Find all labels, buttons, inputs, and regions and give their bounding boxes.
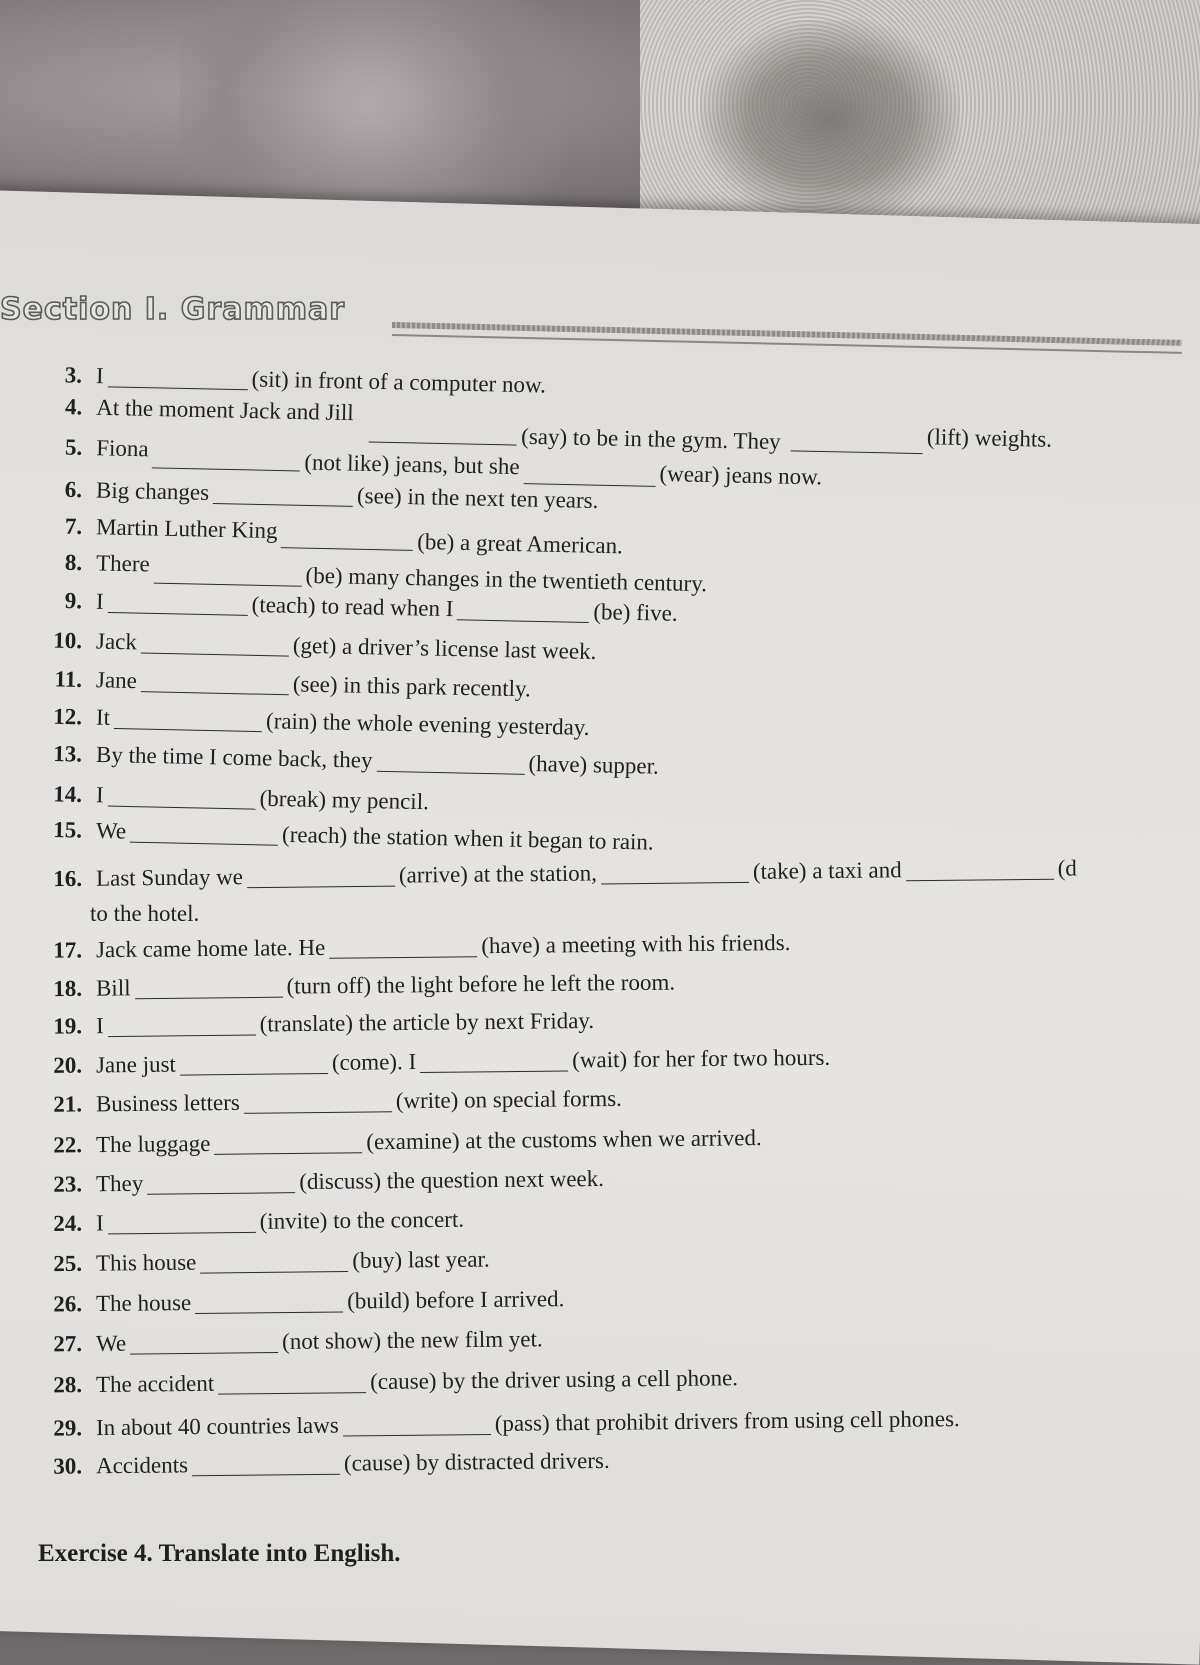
list-item	[20, 628, 597, 663]
item-number: 24.	[53, 1210, 83, 1236]
section-title: Section I. Grammar	[0, 292, 345, 327]
answer-blank[interactable]	[213, 483, 353, 507]
answer-blank[interactable]	[523, 463, 655, 487]
item-text: Business letters	[95, 1089, 240, 1117]
list-item	[20, 741, 659, 777]
item-text: (teach) to read when I	[251, 591, 454, 622]
item-text: (take) a taxi and	[752, 857, 902, 884]
item-text: I	[95, 1013, 104, 1039]
list-item	[20, 1046, 830, 1077]
item-text: Jack	[95, 628, 138, 655]
answer-blank[interactable]	[200, 1251, 348, 1274]
item-text: The luggage	[95, 1130, 211, 1158]
item-text: (see) in the next ten years.	[356, 483, 599, 514]
item-number: 8.	[64, 549, 83, 576]
answer-blank[interactable]	[152, 447, 300, 471]
item-number: 25.	[53, 1250, 83, 1277]
list-item	[20, 1449, 610, 1478]
item-text: The accident	[95, 1370, 215, 1397]
list-item	[20, 1208, 464, 1236]
list-item	[20, 1287, 565, 1316]
list-item	[20, 588, 678, 625]
item-text: (say) to be in the gym. They	[520, 423, 781, 455]
item-text: (not like) jeans, but she	[304, 449, 520, 480]
answer-blank[interactable]	[376, 751, 524, 775]
item-text: Last Sunday we	[95, 864, 244, 891]
list-item	[20, 971, 675, 1001]
answer-blank[interactable]	[107, 366, 247, 390]
answer-blank[interactable]	[192, 1454, 340, 1477]
item-number: 5.	[64, 434, 83, 460]
answer-blank[interactable]	[147, 1172, 295, 1195]
answer-blank[interactable]	[134, 977, 282, 1000]
item-text: This house	[95, 1249, 197, 1276]
item-number: 20.	[53, 1052, 83, 1078]
answer-blank[interactable]	[141, 632, 289, 656]
item-number: 29.	[53, 1415, 83, 1441]
answer-blank[interactable]	[107, 786, 255, 810]
item-text: (translate) the article by next Friday.	[259, 1007, 595, 1037]
item-number: 18.	[53, 975, 83, 1002]
list-item	[20, 1009, 594, 1038]
item-text: Big changes	[95, 477, 210, 505]
item-text: I	[95, 1210, 104, 1236]
item-number: 4.	[64, 394, 83, 420]
answer-blank[interactable]	[107, 592, 247, 616]
item-text: (pass) that prohibit drivers from using cell phones.	[494, 1406, 960, 1436]
answer-blank[interactable]	[153, 563, 301, 587]
item-text: (wear) jeans now.	[659, 460, 823, 490]
item-text: It	[95, 704, 111, 730]
list-item	[20, 513, 624, 559]
item-text: In about 40 countries laws	[95, 1412, 339, 1441]
item-number: 15.	[53, 817, 83, 843]
item-text: (get) a driver’s license last week.	[292, 632, 597, 665]
answer-blank[interactable]	[114, 708, 262, 732]
list-item	[20, 704, 590, 739]
item-number: 7.	[64, 513, 83, 539]
item-number: 21.	[53, 1091, 83, 1117]
item-text: (write) on special forms.	[395, 1085, 622, 1114]
item-number: 30.	[53, 1453, 83, 1479]
item-number: 12.	[53, 703, 83, 730]
answer-blank[interactable]	[343, 1414, 491, 1437]
item-number: 11.	[54, 666, 83, 692]
list-item	[20, 782, 429, 814]
item-text: (reach) the station when it began to rain.	[281, 821, 654, 855]
item-text: The house	[95, 1290, 192, 1317]
item-text: (arrive) at the station,	[398, 860, 598, 888]
item-number: 3.	[64, 362, 83, 388]
item-text: (come). I	[331, 1049, 417, 1075]
list-item	[20, 1366, 738, 1397]
answer-blank[interactable]	[195, 1291, 343, 1314]
item-text: We	[95, 1330, 127, 1356]
answer-blank[interactable]	[329, 936, 477, 959]
item-number: 19.	[53, 1013, 83, 1039]
item-text: Jane	[95, 667, 138, 694]
item-text: (build) before I arrived.	[347, 1286, 565, 1314]
list-item	[20, 931, 791, 962]
item-text: We	[95, 817, 127, 844]
answer-blank[interactable]	[281, 527, 413, 551]
item-number: 13.	[53, 741, 83, 767]
item-text: I	[95, 782, 104, 808]
list-item	[20, 1126, 762, 1157]
list-item	[20, 1327, 543, 1355]
item-text: (be) a great American.	[417, 529, 624, 559]
item-text: (rain) the whole evening yesterday.	[265, 708, 590, 740]
item-text: At the moment Jack and Jill	[96, 394, 354, 426]
item-text: (see) in this park recently.	[292, 671, 532, 702]
item-text: (cause) by distracted drivers.	[343, 1447, 610, 1476]
item-text: (wait) for her for two hours.	[572, 1044, 831, 1073]
item-number: 28.	[53, 1372, 83, 1398]
item-text: Fiona	[95, 435, 149, 462]
item-number: 9.	[64, 588, 83, 614]
exercise-4-heading: Exercise 4. Translate into English.	[38, 1540, 401, 1567]
list-item	[20, 667, 531, 701]
item-text: (have) supper.	[528, 750, 660, 779]
item-text: They	[95, 1170, 144, 1197]
item-text: (not show) the new film yet.	[281, 1326, 543, 1354]
item-text: (lift) weights.	[926, 424, 1053, 452]
item-number: 23.	[53, 1171, 83, 1197]
item-number: 17.	[53, 937, 83, 963]
item-text: (break) my pencil.	[259, 785, 430, 815]
list-item	[20, 1248, 490, 1276]
item-text: (examine) at the customs when we arrived.	[366, 1125, 762, 1155]
answer-blank[interactable]	[130, 822, 278, 846]
item-continuation: to the hotel.	[90, 901, 200, 926]
answer-blank[interactable]	[420, 1051, 568, 1074]
answer-blank[interactable]	[601, 862, 749, 885]
item-text: I	[95, 363, 104, 389]
answer-blank[interactable]	[247, 866, 395, 889]
item-number: 14.	[53, 781, 83, 808]
item-text: Bill	[95, 975, 131, 1001]
list-item	[20, 1167, 604, 1196]
item-text: I	[95, 588, 104, 614]
item-text: There	[95, 550, 151, 577]
list-item	[20, 1087, 622, 1116]
answer-blank[interactable]	[108, 1212, 256, 1235]
item-text: (turn off) the light before he left the room.	[286, 969, 676, 999]
item-text: (discuss) the question next week.	[299, 1165, 605, 1195]
answer-blank[interactable]	[141, 671, 289, 695]
item-text: By the time I come back, they	[95, 741, 373, 773]
list-item	[20, 856, 1077, 890]
list-item	[20, 1407, 960, 1440]
answer-blank[interactable]	[130, 1332, 278, 1355]
item-text: (d	[1057, 855, 1077, 881]
answer-blank[interactable]	[108, 1015, 256, 1038]
answer-blank[interactable]	[214, 1132, 362, 1155]
list-item	[20, 817, 654, 853]
item-text: (have) a meeting with his friends.	[481, 929, 791, 959]
item-text: Jane just	[95, 1051, 177, 1078]
item-number: 27.	[53, 1331, 83, 1357]
list-item	[20, 362, 546, 396]
item-text: Accidents	[95, 1452, 189, 1479]
item-number: 26.	[53, 1291, 83, 1317]
answer-blank[interactable]	[457, 599, 589, 623]
answer-blank[interactable]	[244, 1091, 392, 1114]
answer-blank[interactable]	[906, 859, 1054, 882]
item-text: (be) many changes in the twentieth century.	[305, 562, 708, 597]
item-text: (cause) by the driver using a cell phone.	[369, 1365, 739, 1395]
item-number: 16.	[53, 865, 83, 892]
item-text: (be) five.	[593, 599, 678, 626]
item-text: Jack came home late. He	[95, 934, 326, 963]
item-number: 6.	[64, 476, 83, 503]
item-text: Martin Luther King	[95, 514, 278, 544]
answer-blank[interactable]	[180, 1053, 328, 1076]
item-text: (buy) last year.	[352, 1246, 490, 1273]
item-text: (invite) to the concert.	[259, 1206, 465, 1234]
answer-blank[interactable]	[218, 1372, 366, 1395]
item-number: 10.	[53, 627, 83, 654]
item-text: (sit) in front of a computer now.	[251, 366, 547, 398]
item-number: 22.	[53, 1132, 83, 1158]
